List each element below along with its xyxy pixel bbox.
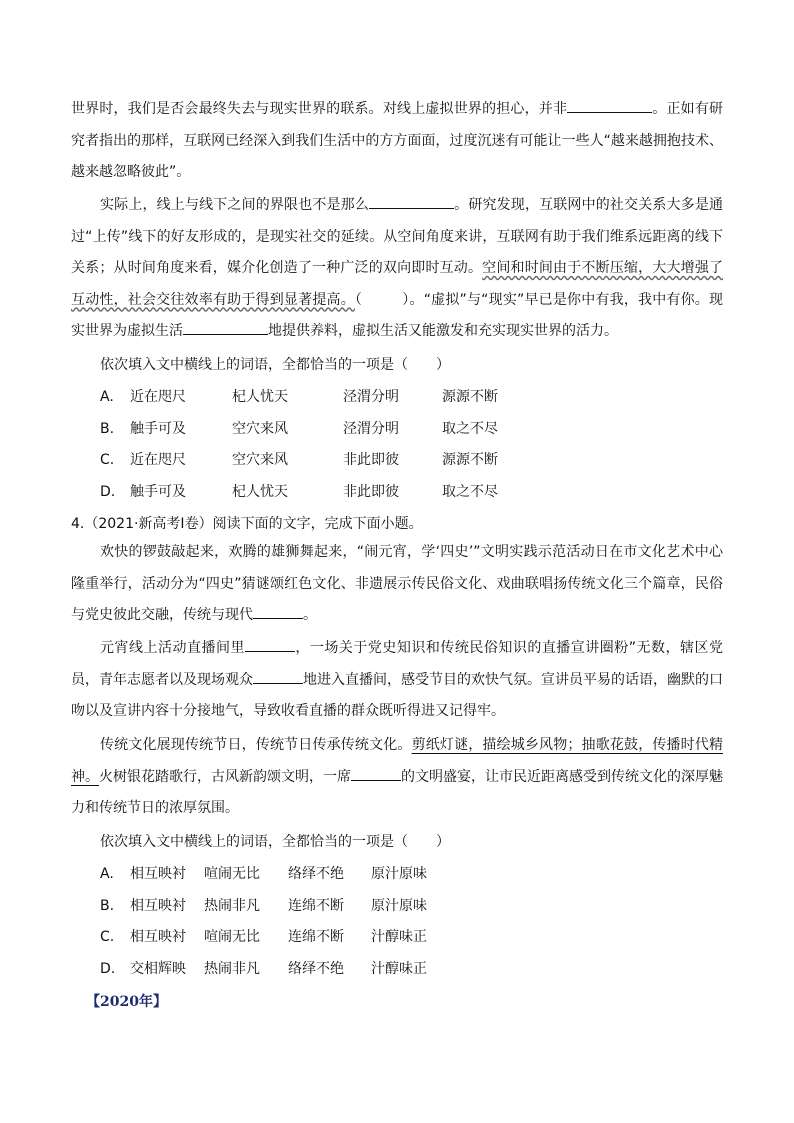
q4-p2-text-c: 地进入直播间，感受节目的欢快气氛。宣讲员平易的话语，幽默的口吻以及宣讲内容十分接地气，导致收看直播的群众既听得进又记得牢。 <box>71 671 723 719</box>
paragraph-2-text-d: （ <box>354 291 363 308</box>
q4-p3-text-c: 火树银花踏歌行，古风新韵颂文明，一席 <box>99 768 351 785</box>
option-word: 泾渭分明 <box>343 389 399 405</box>
option-letter: C. <box>100 929 115 945</box>
paragraph-2-text-e: ）。“虚拟”与“现实”早已是你中有我，我中有你。现实世界为虚拟生活 <box>71 291 724 339</box>
option-c[interactable] <box>100 450 186 470</box>
option-word: 相互映衬 <box>130 866 186 882</box>
option-word: 触手可及 <box>130 421 186 437</box>
option-letter: B. <box>100 898 115 914</box>
option-word: 触手可及 <box>130 484 186 500</box>
q4-p1-text-b: 。 <box>303 607 317 623</box>
option-word: 汁醇味正 <box>371 961 427 977</box>
option-word: 连绵不断 <box>288 898 344 914</box>
option-letter: C. <box>100 452 115 468</box>
paragraph-2-text-b: 。研究发现，互联网中的社交关系大多是通过“上传”线下的好友形成的，是现实社交的延续。从空间角度来讲，互联网有助于我们维系远距离的线下关系；从时间角度来看，媒介化创造了一种广泛的双向即时互动。 <box>71 197 723 276</box>
option-word: 取之不尽 <box>442 484 498 500</box>
option-letter: D. <box>100 484 116 500</box>
question-4-paragraph-3 <box>71 730 723 825</box>
q4-p1-text-a: 欢快的锣鼓敲起来，欢腾的雄狮舞起来，“闹元宵，学‘四史’”文明实践示范活动日在市文化艺术中心隆重举行，活动分为“四史”猜谜颂红色文化、非遗展示传民俗文化、戏曲联唱扬传统文化三个篇章，民俗与党史彼此交融，传统与现代 <box>71 544 723 623</box>
option-word: 连绵不断 <box>288 929 344 945</box>
option-word: 交相辉映 <box>130 961 186 977</box>
option-word: 取之不尽 <box>442 421 498 437</box>
option-word: 络绎不绝 <box>288 866 344 882</box>
option-word: 络绎不绝 <box>288 961 344 977</box>
option-word: 热闹非凡 <box>204 961 260 977</box>
option-b[interactable] <box>100 419 186 439</box>
q4-p2-text-b: ，一场关于党史知识和传统民俗知识的直播宣讲圈粉”无数，辖区党员，青年志愿者以及现场观众 <box>71 640 723 688</box>
option-word: 杞人忧天 <box>232 484 288 500</box>
option-b[interactable] <box>100 896 186 916</box>
question-4-paragraph-1 <box>71 537 723 632</box>
option-word: 喧闹无比 <box>204 929 260 945</box>
option-letter: A. <box>100 866 114 882</box>
wavy-underlined-sentence: 空间和时间由于不断压缩，大大增强了互动性，社会交往效率有助于得到显著提高。 <box>71 260 724 308</box>
blank-q4-4 <box>351 765 401 781</box>
option-letter: A. <box>100 389 114 405</box>
paragraph-1 <box>71 94 723 189</box>
option-word: 原汁原味 <box>371 898 427 914</box>
question-3-prompt: 依次填入文中横线上的词语，全都恰当的一项是（ ） <box>100 357 450 373</box>
question-4-prompt: 依次填入文中横线上的词语，全都恰当的一项是（ ） <box>100 834 450 850</box>
option-word: 原汁原味 <box>371 866 427 882</box>
question-4-header: 4.（2021·新高考Ⅰ卷）阅读下面的文字，完成下面小题。 <box>71 516 423 532</box>
question-4-paragraph-2 <box>71 633 723 728</box>
option-word: 杞人忧天 <box>232 389 288 405</box>
option-word: 泾渭分明 <box>343 421 399 437</box>
q4-p3-text-d: 的文明盛宴，让市民近距离感受到传统文化的深厚魅力和传统节日的浓厚氛围。 <box>71 768 723 816</box>
option-letter: D. <box>100 961 116 977</box>
option-a[interactable] <box>100 864 186 884</box>
option-word: 相互映衬 <box>130 929 186 945</box>
option-word: 源源不断 <box>442 452 498 468</box>
blank-q4-1 <box>253 603 303 619</box>
q4-p3-text-a: 传统文化展现传统节日，传统节日传承传统文化。 <box>100 737 412 753</box>
option-word: 热闹非凡 <box>204 898 260 914</box>
option-a[interactable] <box>100 387 186 407</box>
blank-3 <box>183 319 268 335</box>
option-letter: B. <box>100 421 115 437</box>
blank-1 <box>567 97 652 113</box>
option-word: 喧闹无比 <box>204 866 260 882</box>
section-heading: 【2020年】 <box>86 994 167 1010</box>
option-word: 空穴来风 <box>232 452 288 468</box>
option-word: 源源不断 <box>442 389 498 405</box>
paragraph-1-text-b: 。正如有研究者指出的那样，互联网已经深入到我们生活中的方方面面，过度沉迷有可能让一些人“越来越拥抱技术、越来越忽略彼此”。 <box>71 101 724 180</box>
option-d[interactable] <box>100 959 186 979</box>
option-c[interactable] <box>100 927 186 947</box>
blank-2 <box>369 193 454 209</box>
paragraph-2-text-f: 地提供养料，虚拟生活又能激发和充实现实世界的活力。 <box>268 323 618 339</box>
underlined-sentence: 剪纸灯谜，描绘城乡风物；抽歌花鼓，传播时代精神。 <box>71 737 724 785</box>
q4-p2-text-a: 元宵线上活动直播间里 <box>100 640 245 656</box>
option-word: 非此即彼 <box>343 452 399 468</box>
option-word: 空穴来风 <box>232 421 288 437</box>
paragraph-1-text-a: 世界时，我们是否会最终失去与现实世界的联系。对线上虚拟世界的担心，并非 <box>71 101 568 117</box>
option-word: 汁醇味正 <box>371 929 427 945</box>
option-d[interactable] <box>100 482 186 502</box>
blank-q4-3 <box>253 668 303 684</box>
paragraph-2 <box>71 190 723 348</box>
paragraph-2-text-a: 实际上，线上与线下之间的界限也不是那么 <box>100 197 369 213</box>
option-word: 近在咫尺 <box>130 389 186 405</box>
option-word: 相互映衬 <box>130 898 186 914</box>
option-word: 近在咫尺 <box>130 452 186 468</box>
option-word: 非此即彼 <box>343 484 399 500</box>
blank-q4-2 <box>245 636 295 652</box>
